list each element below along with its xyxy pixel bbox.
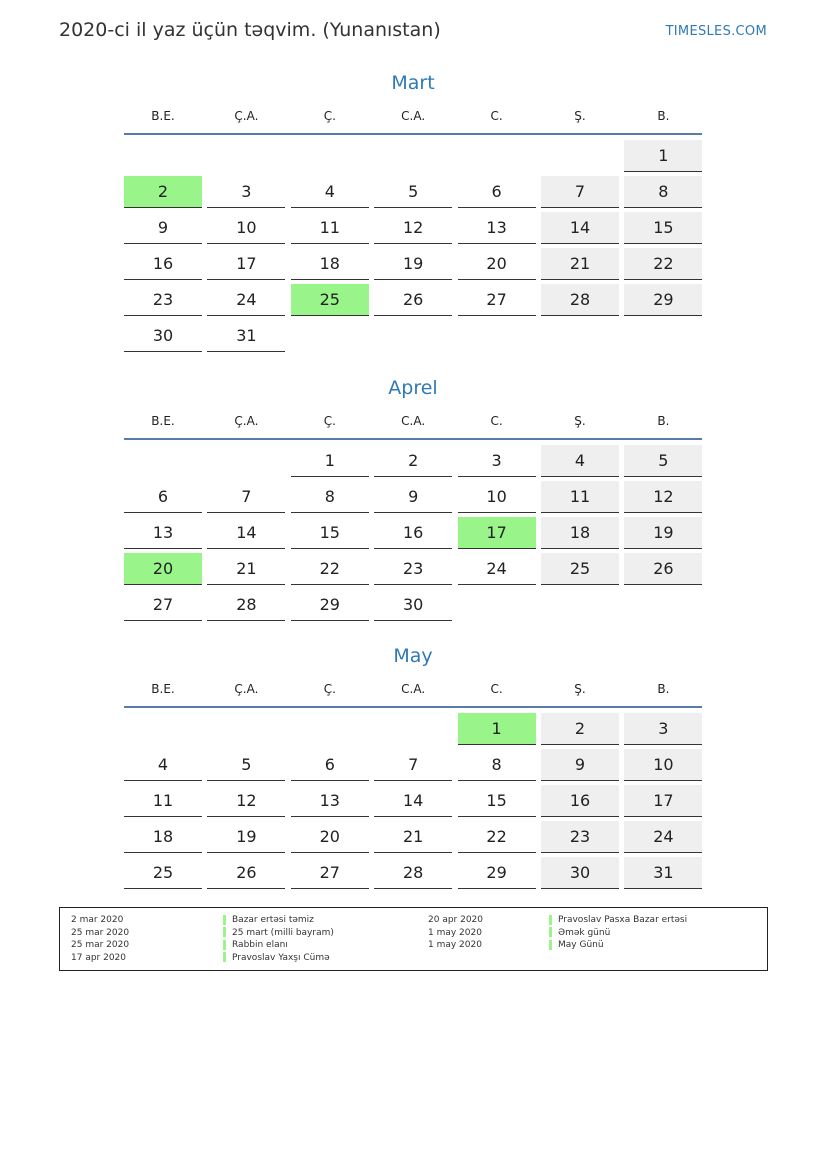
weekday-label: Ş. [574,414,586,428]
day-cell[interactable]: 5 [374,176,452,208]
day-cell[interactable]: 21 [207,553,285,585]
day-cell[interactable]: 19 [207,821,285,853]
day-cell[interactable]: 23 [374,553,452,585]
day-cell[interactable]: 11 [291,212,369,244]
weekday-label: C. [490,682,503,696]
day-cell[interactable]: 15 [624,212,702,244]
holiday-legend [59,907,768,971]
day-cell[interactable]: 26 [207,857,285,889]
month-may [124,642,702,893]
weekday-label: Ç.A. [234,414,259,428]
day-cell[interactable]: 24 [624,821,702,853]
weekday-label: B.E. [151,109,175,123]
day-cell[interactable]: 2 [374,445,452,477]
day-cell[interactable]: 9 [541,749,619,781]
day-cell[interactable]: 15 [458,785,536,817]
month-title: Aprel [388,377,438,399]
day-cell[interactable]: 16 [541,785,619,817]
day-cell[interactable]: 24 [207,284,285,316]
day-cell[interactable]: 3 [458,445,536,477]
holiday-day-cell[interactable]: 20 [124,553,202,585]
day-cell[interactable]: 11 [541,481,619,513]
day-cell[interactable]: 27 [458,284,536,316]
day-cell[interactable]: 22 [624,248,702,280]
day-cell[interactable]: 7 [541,176,619,208]
weekday-label: B. [657,682,670,696]
day-cell[interactable]: 12 [624,481,702,513]
day-cell[interactable]: 29 [291,589,369,621]
weekday-label: C.A. [401,109,426,123]
weekday-label: B. [657,414,670,428]
day-cell[interactable]: 27 [291,857,369,889]
day-cell[interactable]: 10 [207,212,285,244]
brand-logo-text[interactable]: TIMESLES.COM [665,24,767,39]
day-cell[interactable]: 1 [291,445,369,477]
day-cell[interactable]: 28 [207,589,285,621]
day-cell[interactable]: 8 [458,749,536,781]
month-title: May [393,645,433,667]
day-cell[interactable]: 20 [291,821,369,853]
month-title: Mart [391,72,435,94]
legend-holiday: Bazar ertəsi təmiz [223,914,334,927]
day-cell[interactable]: 19 [624,517,702,549]
weekday-label: Ş. [574,109,586,123]
weekday-label: Ç. [323,682,336,696]
day-cell[interactable]: 4 [124,749,202,781]
day-cell[interactable]: 17 [624,785,702,817]
day-cell[interactable]: 4 [291,176,369,208]
day-cell[interactable]: 12 [207,785,285,817]
day-cell[interactable]: 21 [541,248,619,280]
day-cell[interactable]: 6 [124,481,202,513]
day-cell[interactable]: 25 [541,553,619,585]
day-cell[interactable]: 28 [541,284,619,316]
legend-date: 25 mar 2020 [71,940,130,950]
legend-holiday: May Günü [549,939,687,952]
day-cell[interactable]: 5 [624,445,702,477]
day-cell[interactable]: 16 [374,517,452,549]
legend-dates-right [428,914,483,952]
day-cell[interactable]: 5 [207,749,285,781]
day-cell[interactable]: 23 [124,284,202,316]
day-cell[interactable]: 16 [124,248,202,280]
day-cell[interactable]: 7 [374,749,452,781]
day-cell[interactable]: 30 [374,589,452,621]
day-cell[interactable]: 28 [374,857,452,889]
holiday-day-cell[interactable]: 1 [458,713,536,745]
day-cell[interactable]: 31 [624,857,702,889]
day-cell[interactable]: 21 [374,821,452,853]
day-cell[interactable]: 4 [541,445,619,477]
weekday-label: Ç. [323,109,336,123]
day-cell[interactable]: 23 [541,821,619,853]
legend-date: 1 may 2020 [428,927,482,938]
legend-names-left [223,914,334,964]
legend-date: 20 apr 2020 [428,915,484,925]
holiday-day-cell[interactable]: 17 [458,517,536,549]
month-march [124,69,702,356]
holiday-day-cell[interactable]: 2 [124,176,202,208]
day-cell[interactable]: 22 [291,553,369,585]
day-cell[interactable]: 17 [207,248,285,280]
weekday-label: Ç.A. [234,109,259,123]
day-cell[interactable]: 25 [124,857,202,889]
weekday-label: Ç. [323,414,336,428]
weekday-label: C.A. [401,414,426,428]
day-cell[interactable]: 19 [374,248,452,280]
day-cell[interactable]: 24 [458,553,536,585]
day-cell[interactable]: 6 [458,176,536,208]
day-cell[interactable]: 3 [207,176,285,208]
day-cell[interactable]: 14 [207,517,285,549]
weekday-label: C. [490,109,503,123]
day-cell[interactable]: 13 [291,785,369,817]
day-cell[interactable]: 20 [458,248,536,280]
day-cell[interactable]: 2 [541,713,619,745]
legend-date: 17 apr 2020 [71,952,127,963]
day-cell[interactable]: 30 [124,320,202,352]
weekday-header [124,676,702,706]
day-grid [124,135,702,356]
legend-date: 25 mar 2020 [71,927,130,938]
day-cell[interactable]: 30 [541,857,619,889]
day-cell[interactable]: 9 [124,212,202,244]
day-cell[interactable]: 7 [207,481,285,513]
holiday-day-cell[interactable]: 25 [291,284,369,316]
weekday-label: Ç.A. [234,682,259,696]
day-cell[interactable]: 8 [624,176,702,208]
day-cell[interactable]: 14 [541,212,619,244]
weekday-label: Ş. [574,682,586,696]
legend-date: 2 mar 2020 [71,915,124,925]
day-cell[interactable]: 3 [624,713,702,745]
day-cell[interactable]: 26 [374,284,452,316]
month-april [124,374,702,625]
day-grid [124,708,702,893]
day-cell[interactable]: 18 [541,517,619,549]
legend-holiday: Əmək günü [549,927,687,940]
day-cell[interactable]: 29 [624,284,702,316]
day-cell[interactable]: 10 [458,481,536,513]
weekday-label: B. [657,109,670,123]
day-cell[interactable]: 13 [124,517,202,549]
day-cell[interactable]: 15 [291,517,369,549]
legend-date: 1 may 2020 [428,940,482,950]
day-cell[interactable]: 12 [374,212,452,244]
weekday-label: C. [490,414,503,428]
day-cell[interactable]: 22 [458,821,536,853]
day-cell[interactable]: 1 [624,140,702,172]
day-cell[interactable]: 29 [458,857,536,889]
day-cell[interactable]: 9 [374,481,452,513]
page-title: 2020-ci il yaz üçün təqvim. (Yunanıstan) [59,19,441,41]
weekday-label: B.E. [151,682,175,696]
legend-holiday: Pravoslav Yaxşı Cümə [223,952,334,965]
day-cell[interactable]: 27 [124,589,202,621]
day-cell[interactable]: 18 [124,821,202,853]
weekday-label: C.A. [401,682,426,696]
day-cell[interactable]: 13 [458,212,536,244]
legend-holiday: Rabbin elanı [223,939,334,952]
day-cell[interactable]: 31 [207,320,285,352]
legend-holiday: Pravoslav Pasxa Bazar ertəsi [549,914,687,927]
day-cell[interactable]: 8 [291,481,369,513]
legend-holiday: 25 mart (milli bayram) [223,927,334,940]
weekday-label: B.E. [151,414,175,428]
weekday-header [124,103,702,133]
day-cell[interactable]: 14 [374,785,452,817]
day-cell[interactable]: 11 [124,785,202,817]
day-grid [124,440,702,625]
weekday-header [124,408,702,438]
legend-dates-left [71,914,129,964]
day-cell[interactable]: 6 [291,749,369,781]
day-cell[interactable]: 10 [624,749,702,781]
day-cell[interactable]: 18 [291,248,369,280]
legend-names-right [549,914,687,952]
day-cell[interactable]: 26 [624,553,702,585]
